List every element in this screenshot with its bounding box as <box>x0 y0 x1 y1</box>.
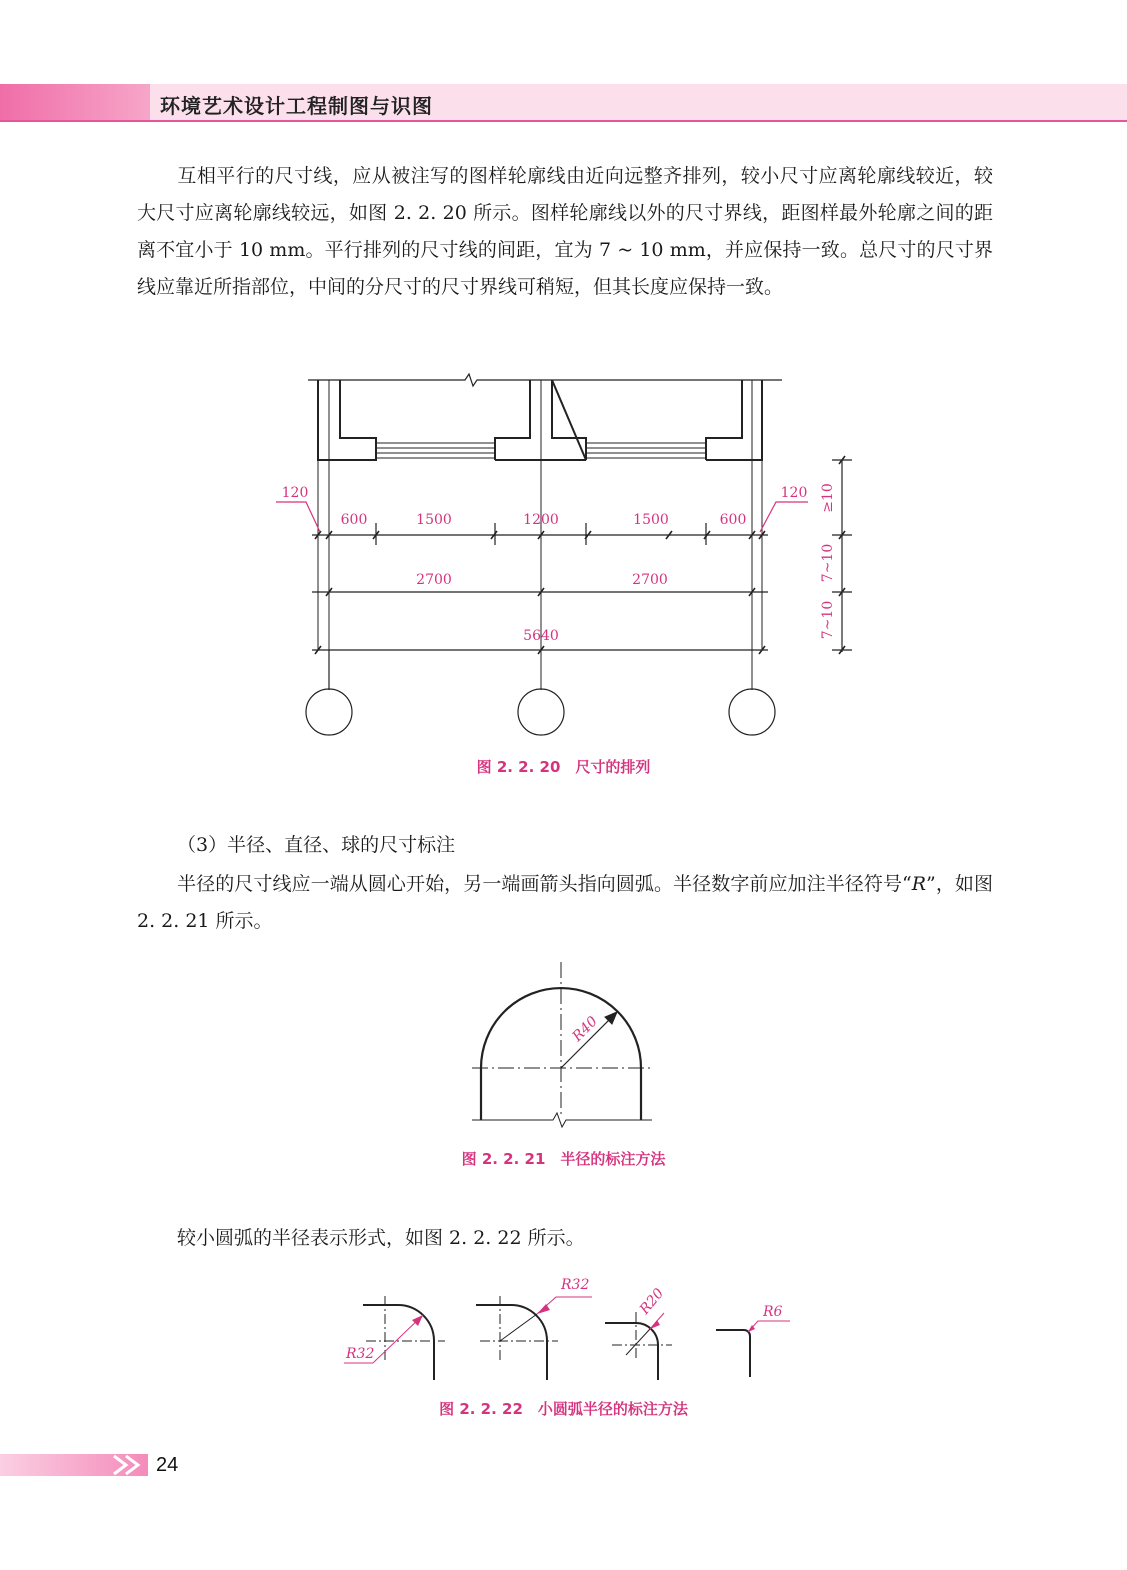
dim-120-left: 120 <box>281 485 309 501</box>
dim-1200: 1200 <box>523 512 559 528</box>
dim-600-left: 600 <box>340 512 368 528</box>
label-r32-a: R32 <box>346 1346 375 1362</box>
figure-2-2-20 <box>0 360 1127 760</box>
figure-caption-2-2-22: 图 2. 2. 22 小圆弧半径的标注方法 <box>439 1400 688 1418</box>
running-header <box>0 84 1127 122</box>
section-heading-text: （3）半径、直径、球的尺寸标注 <box>177 834 456 856</box>
label-r32-b: R32 <box>561 1277 590 1293</box>
section-heading-3 <box>137 827 993 864</box>
paragraph-small-arc <box>137 1220 993 1257</box>
small-arc-labels <box>345 1277 783 1362</box>
radius-label-r40: R40 <box>569 1013 601 1045</box>
radius-symbol: R <box>911 873 927 895</box>
dim-5640: 5640 <box>523 628 559 644</box>
book-title: 环境艺术设计工程制图与识图 <box>160 94 433 118</box>
double-chevron-icon <box>112 1454 148 1476</box>
dim-120-right: 120 <box>780 485 808 501</box>
dim-1500-right: 1500 <box>633 512 669 528</box>
arch-drawing <box>472 962 652 1127</box>
paragraph-text-end: ”，如图 2. 2. 21 所示。 <box>137 873 993 932</box>
paragraph-text: 互相平行的尺寸线，应从被注写的图样轮廓线由近向远整齐排列，较小尺寸应离轮廓线较近，较大尺寸应离轮廓线较远，如图 2. 2. 20 所示。图样轮廓线以外的尺寸界线，距图样最外轮廓之间的距离不宜小于 10 mm。平行排列的尺寸线的间距，宜为 7 ~ 10 mm，并应保持一致。总尺寸的尺寸界线应靠近所指部位，中间的分尺寸的尺寸界线可稍短，但其长度应保持一致。 <box>137 165 993 298</box>
figure-caption-2-2-20: 图 2. 2. 20 尺寸的排列 <box>476 758 651 776</box>
figure-caption-2-2-21: 图 2. 2. 21 半径的标注方法 <box>461 1150 666 1168</box>
dim-1500-left: 1500 <box>416 512 452 528</box>
plan-drawing <box>276 374 852 735</box>
page-number: 24 <box>156 1454 179 1476</box>
dim-2700-left: 2700 <box>416 572 452 588</box>
paragraph-text: 较小圆弧的半径表示形式，如图 2. 2. 22 所示。 <box>177 1227 585 1249</box>
label-r6: R6 <box>763 1304 783 1320</box>
spacing-7-10-a: 7~10 <box>820 543 836 583</box>
label-r20: R20 <box>636 1285 668 1318</box>
dim-2700-right: 2700 <box>632 572 668 588</box>
spacing-ge10: ≥10 <box>820 483 836 513</box>
small-arcs-drawing <box>344 1296 790 1380</box>
paragraph-text: 半径的尺寸线应一端从圆心开始，另一端画箭头指向圆弧。半径数字前应加注半径符号“ <box>177 873 912 895</box>
figure-2-2-21 <box>0 955 1127 1145</box>
header-accent <box>0 84 160 120</box>
paragraph-radius <box>137 866 993 940</box>
dim-600-right: 600 <box>719 512 747 528</box>
paragraph-dimension-arrangement <box>137 158 993 306</box>
dimension-labels <box>282 483 836 644</box>
figure-2-2-22 <box>0 1270 1127 1390</box>
header-rule <box>0 120 1127 122</box>
spacing-7-10-b: 7~10 <box>820 600 836 640</box>
